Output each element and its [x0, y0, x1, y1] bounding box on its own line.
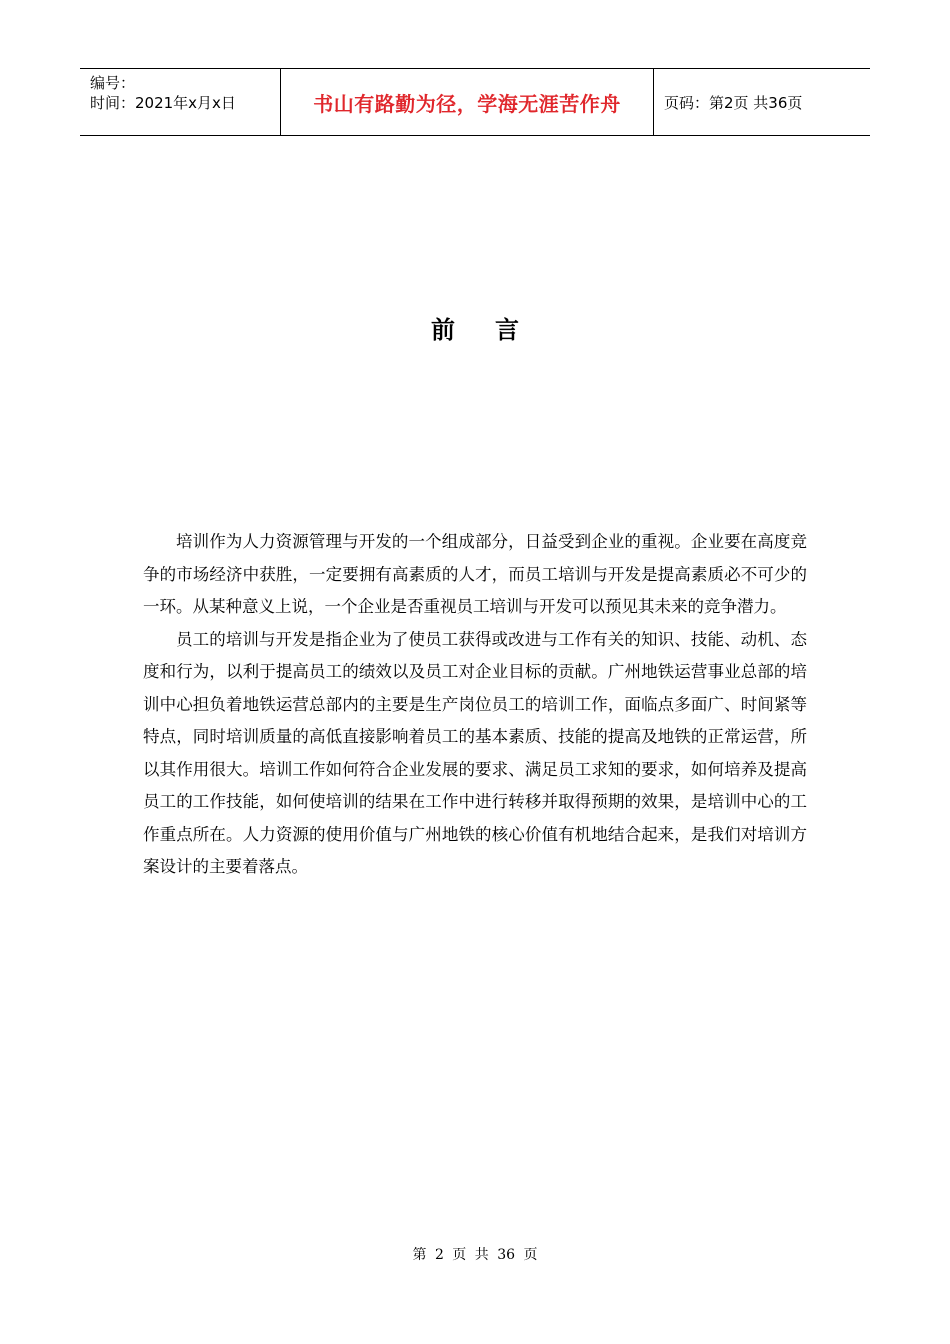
document-header — [80, 68, 870, 136]
header-page-cell — [654, 69, 870, 135]
body-paragraph: 培训作为人力资源管理与开发的一个组成部分，日益受到企业的重视。企业要在高度竞争的市场经济中获胜，一定要拥有高素质的人才，而员工培训与开发是提高素质必不可少的一环。从某种意义上说，一个企业是否重视员工培训与开发可以预见其未来的竞争潜力。 — [143, 532, 807, 616]
body-paragraph: 员工的培训与开发是指企业为了使员工获得或改进与工作有关的知识、技能、动机、态度和行为，以利于提高员工的绩效以及员工对企业目标的贡献。广州地铁运营事业总部的培训中心担负着地铁运营总部内的主要是生产岗位员工的培训工作，面临点多面广、时间紧等特点，同时培训质量的高低直接影响着员工的基本素质、技能的提高及地铁的正常运营，所以其作用很大。培训工作如何符合企业发展的要求、满足员工求知的要求，如何培养及提高员工的工作技能，如何使培训的结果在工作中进行转移并取得预期的效果，是培训中心的工作重点所在。人力资源的使用价值与广州地铁的核心价值有机地结合起来，是我们对培训方案设计的主要着落点。 — [143, 629, 807, 876]
page-footer: 第 2 页 共 36 页 — [412, 1247, 538, 1263]
header-motto-cell — [281, 69, 654, 135]
header-page-info: 页码：第2页 共36页 — [664, 93, 803, 112]
header-motto: 书山有路勤为径，学海无涯苦作舟 — [313, 91, 621, 116]
document-date-label: 时间：2021年x月x日 — [90, 94, 236, 112]
document-body — [143, 526, 807, 884]
page-title: 前言 — [431, 316, 559, 344]
header-meta-cell — [80, 69, 281, 135]
document-number-label: 编号： — [90, 74, 136, 92]
